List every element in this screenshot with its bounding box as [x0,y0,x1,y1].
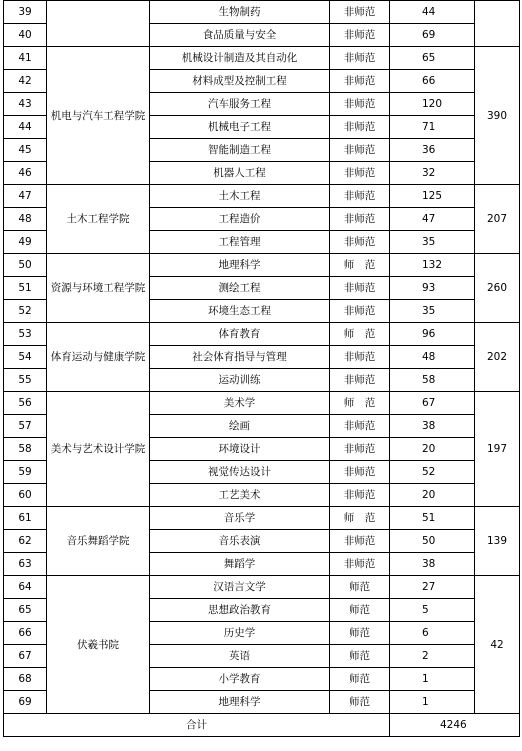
enrollment-count: 48 [390,346,475,369]
summary-row [4,714,520,737]
college-name: 机电与汽车工程学院 [47,47,150,185]
enrollment-count: 2 [390,645,475,668]
major-name: 社会体育指导与管理 [150,346,330,369]
row-number: 49 [4,231,47,254]
row-number: 43 [4,93,47,116]
college-total: 202 [475,323,520,392]
enrollment-count: 67 [390,392,475,415]
program-type: 非师范 [330,47,390,70]
table-row [4,47,520,70]
row-number: 40 [4,24,47,47]
major-name: 地理科学 [150,691,330,714]
major-name: 土木工程 [150,185,330,208]
row-number: 44 [4,116,47,139]
program-type: 非师范 [330,530,390,553]
program-type: 非师范 [330,116,390,139]
row-number: 55 [4,369,47,392]
program-type: 师范 [330,622,390,645]
row-number: 66 [4,622,47,645]
row-number: 61 [4,507,47,530]
summary-label: 合计 [4,714,390,737]
program-type: 师范 [330,668,390,691]
program-type: 非师范 [330,208,390,231]
program-type: 非师范 [330,484,390,507]
college-total: 42 [475,576,520,714]
enrollment-count: 20 [390,484,475,507]
program-type: 师 范 [330,507,390,530]
college-name: 音乐舞蹈学院 [47,507,150,576]
row-number: 54 [4,346,47,369]
college-name: 资源与环境工程学院 [47,254,150,323]
college-cell-empty [47,24,150,47]
row-number: 46 [4,162,47,185]
program-type: 非师范 [330,162,390,185]
table-row [4,254,520,277]
college-total: 390 [475,47,520,185]
major-name: 音乐学 [150,507,330,530]
major-name: 生物制药 [150,1,330,24]
row-number: 67 [4,645,47,668]
summary-value: 4246 [390,714,520,737]
program-type: 非师范 [330,231,390,254]
program-type: 非师范 [330,185,390,208]
program-type: 非师范 [330,1,390,24]
enrollment-count: 27 [390,576,475,599]
row-number: 56 [4,392,47,415]
table-body [4,1,520,737]
major-name: 美术学 [150,392,330,415]
major-name: 地理科学 [150,254,330,277]
row-number: 41 [4,47,47,70]
row-number: 57 [4,415,47,438]
major-name: 机械电子工程 [150,116,330,139]
table-row [4,185,520,208]
enrollment-count: 1 [390,691,475,714]
major-name: 环境生态工程 [150,300,330,323]
row-number: 51 [4,277,47,300]
major-name: 小学教育 [150,668,330,691]
major-name: 测绘工程 [150,277,330,300]
major-name: 机器人工程 [150,162,330,185]
major-name: 智能制造工程 [150,139,330,162]
row-number: 69 [4,691,47,714]
program-type: 非师范 [330,139,390,162]
enrollment-count: 32 [390,162,475,185]
college-name: 体育运动与健康学院 [47,323,150,392]
major-name: 运动训练 [150,369,330,392]
program-type: 师 范 [330,254,390,277]
enrollment-count: 35 [390,300,475,323]
college-cell-empty [47,1,150,24]
college-total: 207 [475,185,520,254]
row-number: 53 [4,323,47,346]
program-type: 非师范 [330,369,390,392]
program-type: 非师范 [330,415,390,438]
program-type: 非师范 [330,300,390,323]
row-number: 58 [4,438,47,461]
program-type: 师 范 [330,392,390,415]
college-total: 139 [475,507,520,576]
table-row [4,1,520,24]
enrollment-count: 6 [390,622,475,645]
row-number: 59 [4,461,47,484]
program-type: 非师范 [330,438,390,461]
enrollment-count: 36 [390,139,475,162]
major-name: 舞蹈学 [150,553,330,576]
program-type: 师 范 [330,323,390,346]
enrollment-count: 50 [390,530,475,553]
table-row [4,576,520,599]
row-number: 60 [4,484,47,507]
major-name: 音乐表演 [150,530,330,553]
program-type: 师范 [330,691,390,714]
college-total-empty [475,24,520,47]
enrollment-count: 58 [390,369,475,392]
program-type: 非师范 [330,346,390,369]
enrollment-count: 1 [390,668,475,691]
row-number: 42 [4,70,47,93]
major-name: 绘画 [150,415,330,438]
row-number: 45 [4,139,47,162]
enrollment-count: 47 [390,208,475,231]
table-row [4,323,520,346]
college-name: 伏羲书院 [47,576,150,714]
enrollment-count: 93 [390,277,475,300]
enrollment-count: 96 [390,323,475,346]
program-type: 非师范 [330,24,390,47]
enrollment-count: 5 [390,599,475,622]
row-number: 47 [4,185,47,208]
major-name: 英语 [150,645,330,668]
college-total: 197 [475,392,520,507]
major-name: 工程管理 [150,231,330,254]
row-number: 65 [4,599,47,622]
row-number: 64 [4,576,47,599]
college-total-empty [475,1,520,24]
major-name: 机械设计制造及其自动化 [150,47,330,70]
enrollment-count: 35 [390,231,475,254]
row-number: 68 [4,668,47,691]
college-total: 260 [475,254,520,323]
program-type: 非师范 [330,70,390,93]
row-number: 39 [4,1,47,24]
enrollment-count: 125 [390,185,475,208]
row-number: 50 [4,254,47,277]
row-number: 63 [4,553,47,576]
program-type: 非师范 [330,553,390,576]
table-row [4,392,520,415]
major-name: 工程造价 [150,208,330,231]
major-name: 环境设计 [150,438,330,461]
program-type: 师范 [330,645,390,668]
college-name: 土木工程学院 [47,185,150,254]
row-number: 62 [4,530,47,553]
enrollment-count: 44 [390,1,475,24]
program-type: 非师范 [330,277,390,300]
major-name: 汽车服务工程 [150,93,330,116]
major-name: 历史学 [150,622,330,645]
enrollment-count: 51 [390,507,475,530]
major-name: 材料成型及控制工程 [150,70,330,93]
enrollment-count: 66 [390,70,475,93]
enrollment-count: 52 [390,461,475,484]
row-number: 48 [4,208,47,231]
enrollment-count: 38 [390,553,475,576]
enrollment-count: 65 [390,47,475,70]
enrollment-count: 38 [390,415,475,438]
enrollment-count: 69 [390,24,475,47]
enrollment-count: 120 [390,93,475,116]
major-name: 思想政治教育 [150,599,330,622]
table-row [4,507,520,530]
enrollment-table [3,0,520,737]
enrollment-count: 71 [390,116,475,139]
enrollment-count: 20 [390,438,475,461]
major-name: 食品质量与安全 [150,24,330,47]
program-type: 师范 [330,599,390,622]
program-type: 非师范 [330,93,390,116]
major-name: 工艺美术 [150,484,330,507]
program-type: 师范 [330,576,390,599]
major-name: 视觉传达设计 [150,461,330,484]
table-row [4,24,520,47]
college-name: 美术与艺术设计学院 [47,392,150,507]
row-number: 52 [4,300,47,323]
enrollment-count: 132 [390,254,475,277]
major-name: 体育教育 [150,323,330,346]
major-name: 汉语言文学 [150,576,330,599]
program-type: 非师范 [330,461,390,484]
